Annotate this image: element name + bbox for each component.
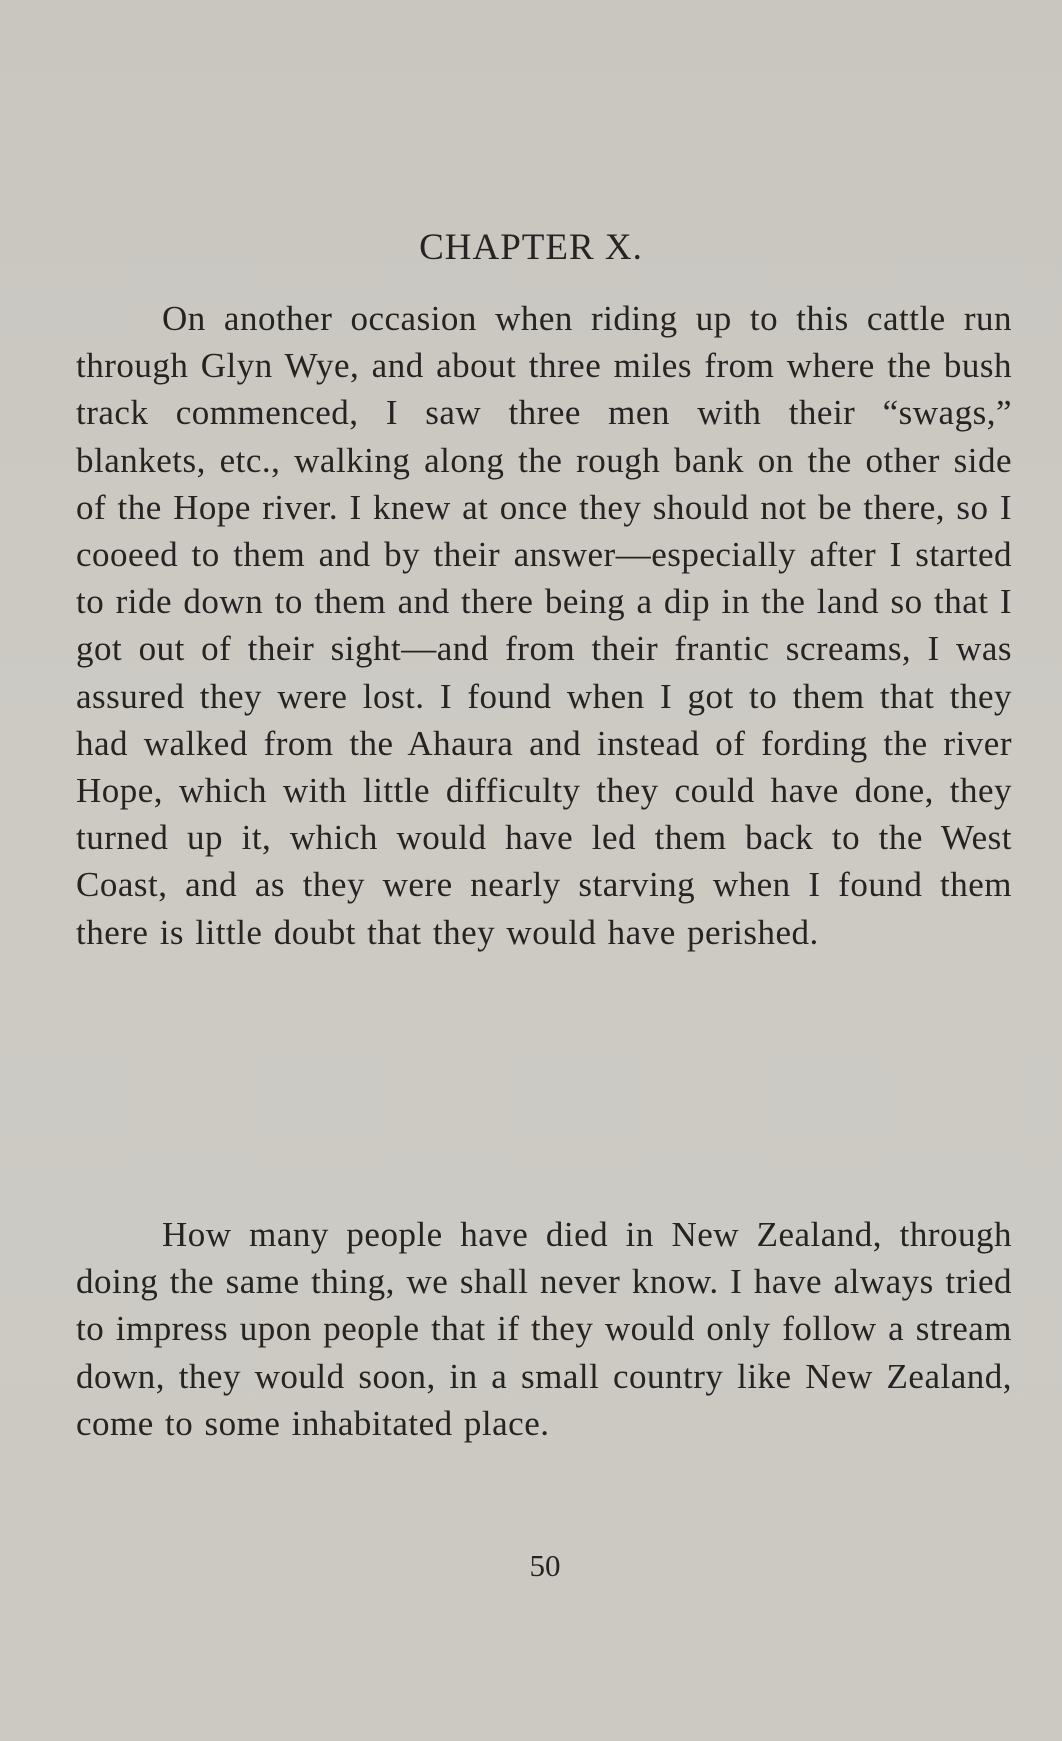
page-number: 50 [529,1548,561,1583]
paragraph-2: How many people have died in New Zealand, through doing the same thing, we shall never know. I have always tried to impress upon people that if they would only follow a stream down, they would soon, in a small country like New Zealand, come to some inhabitated place. [76,1215,1012,1443]
chapter-heading: CHAPTER X. [419,227,643,268]
paragraph-1: On another occasion when riding up to this cattle run through Glyn Wye, and about three miles from where the bush track commenced, I saw three men with their “swags,” blankets, etc., walking along the rough bank on the other side of the Hope river. I knew at once they should not be there, so I cooeed to them and by their answer—especially after I started to ride down to them and there being a dip in the land so that I got out of their sight—and from their frantic screams, I was assured they were lost. I found when I got to them that they had walked from the Ahaura and instead of fording the river Hope, which with little difficulty they could have done, they turned up it, which would have led them back to the West Coast, and as they were nearly starving when I found them there is little doubt that they would have perished. [76,299,1012,952]
